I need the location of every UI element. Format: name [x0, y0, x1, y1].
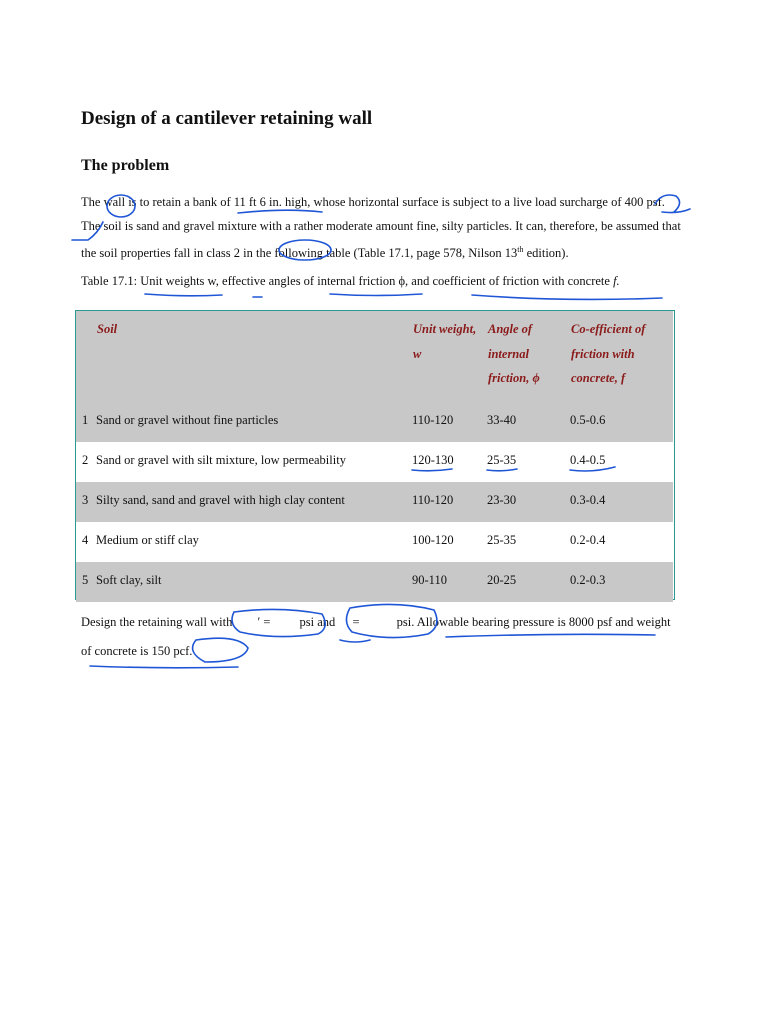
underline-internal-friction	[330, 294, 422, 296]
problem-paragraph: The wall is to retain a bank of 11 ft 6 in. high, whose horizontal surface is subject to a live load surcharge of 400 psf. The soil is sand and gravel mixture with a rather moderate amount fine, silty particles. It can, therefore, be assumed that the soil properties fall in class 2 in the following table (Table 17.1, page 578, Nilson 13th edition).	[81, 195, 681, 261]
header-angle: Angle of internal friction, ϕ	[488, 322, 540, 385]
table-caption: Table 17.1: Unit weights w, effective angles of internal friction ϕ, and coefficient of friction with concrete f.	[81, 274, 620, 288]
table-header	[76, 311, 673, 403]
header-soil: Soil	[97, 322, 118, 336]
table-row: 2 Sand or gravel with silt mixture, low permeability 120-130 25-35 0.4-0.5	[82, 453, 606, 467]
soil-properties-table	[75, 310, 675, 600]
underline-unit-weights	[145, 294, 222, 296]
header-unit-weight: Unit weight, w	[413, 322, 477, 361]
header-coefficient: Co-efficient of friction with concrete, f	[571, 322, 646, 385]
underline-coefficient	[472, 295, 662, 299]
table-row: 4 Medium or stiff clay 100-120 25-35 0.2-0.4	[82, 533, 606, 547]
table-row: 5 Soft clay, silt 90-110 20-25 0.2-0.3	[76, 562, 673, 602]
table-row: 3 Silty sand, sand and gravel with high clay content 110-120 23-30 0.3-0.4	[76, 482, 673, 522]
underline-weight	[90, 666, 238, 668]
design-paragraph: Design the retaining wall with ′ = psi and = psi. Allowable bearing pressure is 8000 psf and weight of concrete is 150 pcf.	[81, 615, 671, 658]
table-row: 1 Sand or gravel without fine particles 110-120 33-40 0.5-0.6	[76, 402, 673, 442]
document-title: Design of a cantilever retaining wall	[81, 108, 373, 129]
section-heading: The problem	[81, 157, 170, 174]
